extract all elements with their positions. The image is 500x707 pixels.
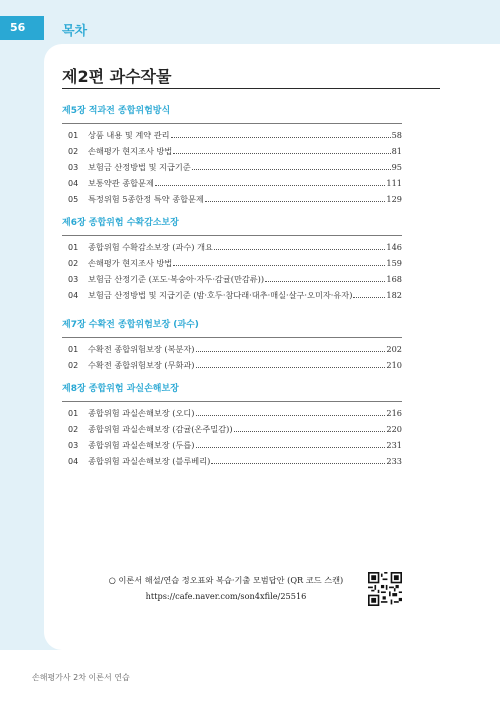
toc-entry-page: 216 [386,408,402,418]
toc-entry-text: 특정위험 5종한정 특약 종합문제 [88,194,204,204]
toc-entry-text: 종합위험 수확감소보장 (과수) 개요 [88,242,213,252]
chapter-title: 제5장 적과전 종합위험방식 [62,106,171,116]
toc-entry-number: 01 [68,409,79,418]
chapter-rule [62,235,402,236]
toc-entry-text: 종합위험 과실손해보장 (오디) [88,408,195,418]
toc-entry[interactable] [68,408,402,424]
toc-entry-text: 보험금 산정방법 및 지급기준 (밤·호두·참다래·대추·매실·살구·오미자·유자) [88,290,353,300]
toc-entry-number: 05 [68,195,79,204]
toc-entry[interactable] [68,440,402,456]
toc-entry-number: 03 [68,275,79,284]
toc-entry-number: 02 [68,147,79,156]
chapter-entries [68,408,402,472]
part-title: 제2편 과수작물 [62,67,172,86]
chapter-rule [62,123,402,124]
toc-entry-page: 168 [386,274,402,284]
toc-entry[interactable] [68,242,402,258]
toc-leader-dots [234,424,386,432]
toc-entry-text: 종합위험 과실손해보장 (감귤(온주밀감)) [88,424,233,434]
toc-entry-page: 220 [386,424,402,434]
toc-entry-page: 182 [386,290,402,300]
toc-entry-text: 보통약관 종합문제 [88,178,154,188]
chapter-section [62,104,402,210]
toc-leader-dots [214,242,385,250]
toc-entry-page: 202 [386,344,402,354]
chapter-section [62,216,402,306]
toc-entry[interactable] [68,130,402,146]
qr-notice-line1: ○ 이론서 해설/연습 정오표와 복습·기출 모범답안 (QR 코드 스캔) [108,575,344,585]
footer-book-title: 손해평가사 2차 이론서 연습 [32,673,130,682]
toc-leader-dots [173,146,390,154]
toc-entry-page: 231 [386,440,402,450]
chapter-entries [68,242,402,306]
chapter-title: 제7장 수확전 종합위험보장 (과수) [62,320,199,330]
toc-entry-text: 수확전 종합위험보장 (복분자) [88,344,195,354]
chapter-title: 제6장 종합위험 수확감소보장 [62,218,179,228]
toc-entry[interactable] [68,162,402,178]
page-number-tab: 56 [0,16,44,40]
qr-notice-url[interactable]: https://cafe.naver.com/son4xfile/25516 [145,591,307,601]
toc-entry-page: 95 [391,162,402,172]
toc-entry-number: 02 [68,259,79,268]
toc-entry[interactable] [68,146,402,162]
toc-entry-page: 210 [386,360,402,370]
qr-code-icon[interactable] [368,572,402,606]
chapter-entries [68,344,402,376]
toc-entry-text: 종합위험 과실손해보장 (블루베리) [88,456,211,466]
part-title-rule [62,88,440,89]
qr-notice [106,572,346,604]
toc-entry-text: 보험금 산정기준 (포도·복숭아·자두·감귤(만감류)) [88,274,265,284]
toc-entry[interactable] [68,456,402,472]
toc-entry[interactable] [68,258,402,274]
toc-entry-number: 04 [68,457,79,466]
toc-leader-dots [196,360,386,368]
chapter-rule [62,401,402,402]
chapter-section [62,382,402,472]
toc-entry-page: 58 [391,130,402,140]
toc-leader-dots [353,290,385,298]
toc-entry-page: 146 [386,242,402,252]
toc-entry-page: 233 [386,456,402,466]
toc-entry-text: 종합위험 과실손해보장 (두릅) [88,440,195,450]
toc-entry-page: 111 [386,178,402,188]
toc-entry-page: 159 [386,258,402,268]
toc-entry-number: 04 [68,291,79,300]
toc-entry-number: 01 [68,243,79,252]
toc-entry[interactable] [68,360,402,376]
chapter-section [62,318,402,376]
toc-entry[interactable] [68,178,402,194]
toc-entry-number: 01 [68,345,79,354]
toc-entry[interactable] [68,344,402,360]
toc-leader-dots [196,408,386,416]
toc-entry-number: 04 [68,179,79,188]
toc-leader-dots [173,258,385,266]
toc-entry-text: 수확전 종합위험보장 (무화과) [88,360,195,370]
toc-leader-dots [211,456,385,464]
toc-leader-dots [196,440,386,448]
toc-leader-dots [265,274,385,282]
toc-leader-dots [196,344,386,352]
toc-entry-text: 손해평가 현지조사 방법 [88,258,173,268]
toc-entry-text: 상품 내용 및 계약 관리 [88,130,170,140]
toc-entry[interactable] [68,194,402,210]
chapter-rule [62,337,402,338]
toc-entry[interactable] [68,424,402,440]
toc-entry[interactable] [68,274,402,290]
toc-leader-dots [205,194,386,202]
toc-entry-number: 01 [68,131,79,140]
toc-entry-text: 손해평가 현지조사 방법 [88,146,173,156]
header-title: 목차 [62,24,88,39]
toc-leader-dots [171,130,391,138]
toc-entry-page: 81 [391,146,402,156]
toc-entry-number: 03 [68,163,79,172]
toc-entry-number: 02 [68,361,79,370]
toc-entry-number: 03 [68,441,79,450]
toc-entry-page: 129 [386,194,402,204]
toc-entry-text: 보험금 산정방법 및 지급기준 [88,162,191,172]
toc-entry[interactable] [68,290,402,306]
toc-entry-number: 02 [68,425,79,434]
chapter-entries [68,130,402,210]
toc-leader-dots [192,162,391,170]
chapter-title: 제8장 종합위험 과실손해보장 [62,384,179,394]
toc-leader-dots [155,178,385,186]
